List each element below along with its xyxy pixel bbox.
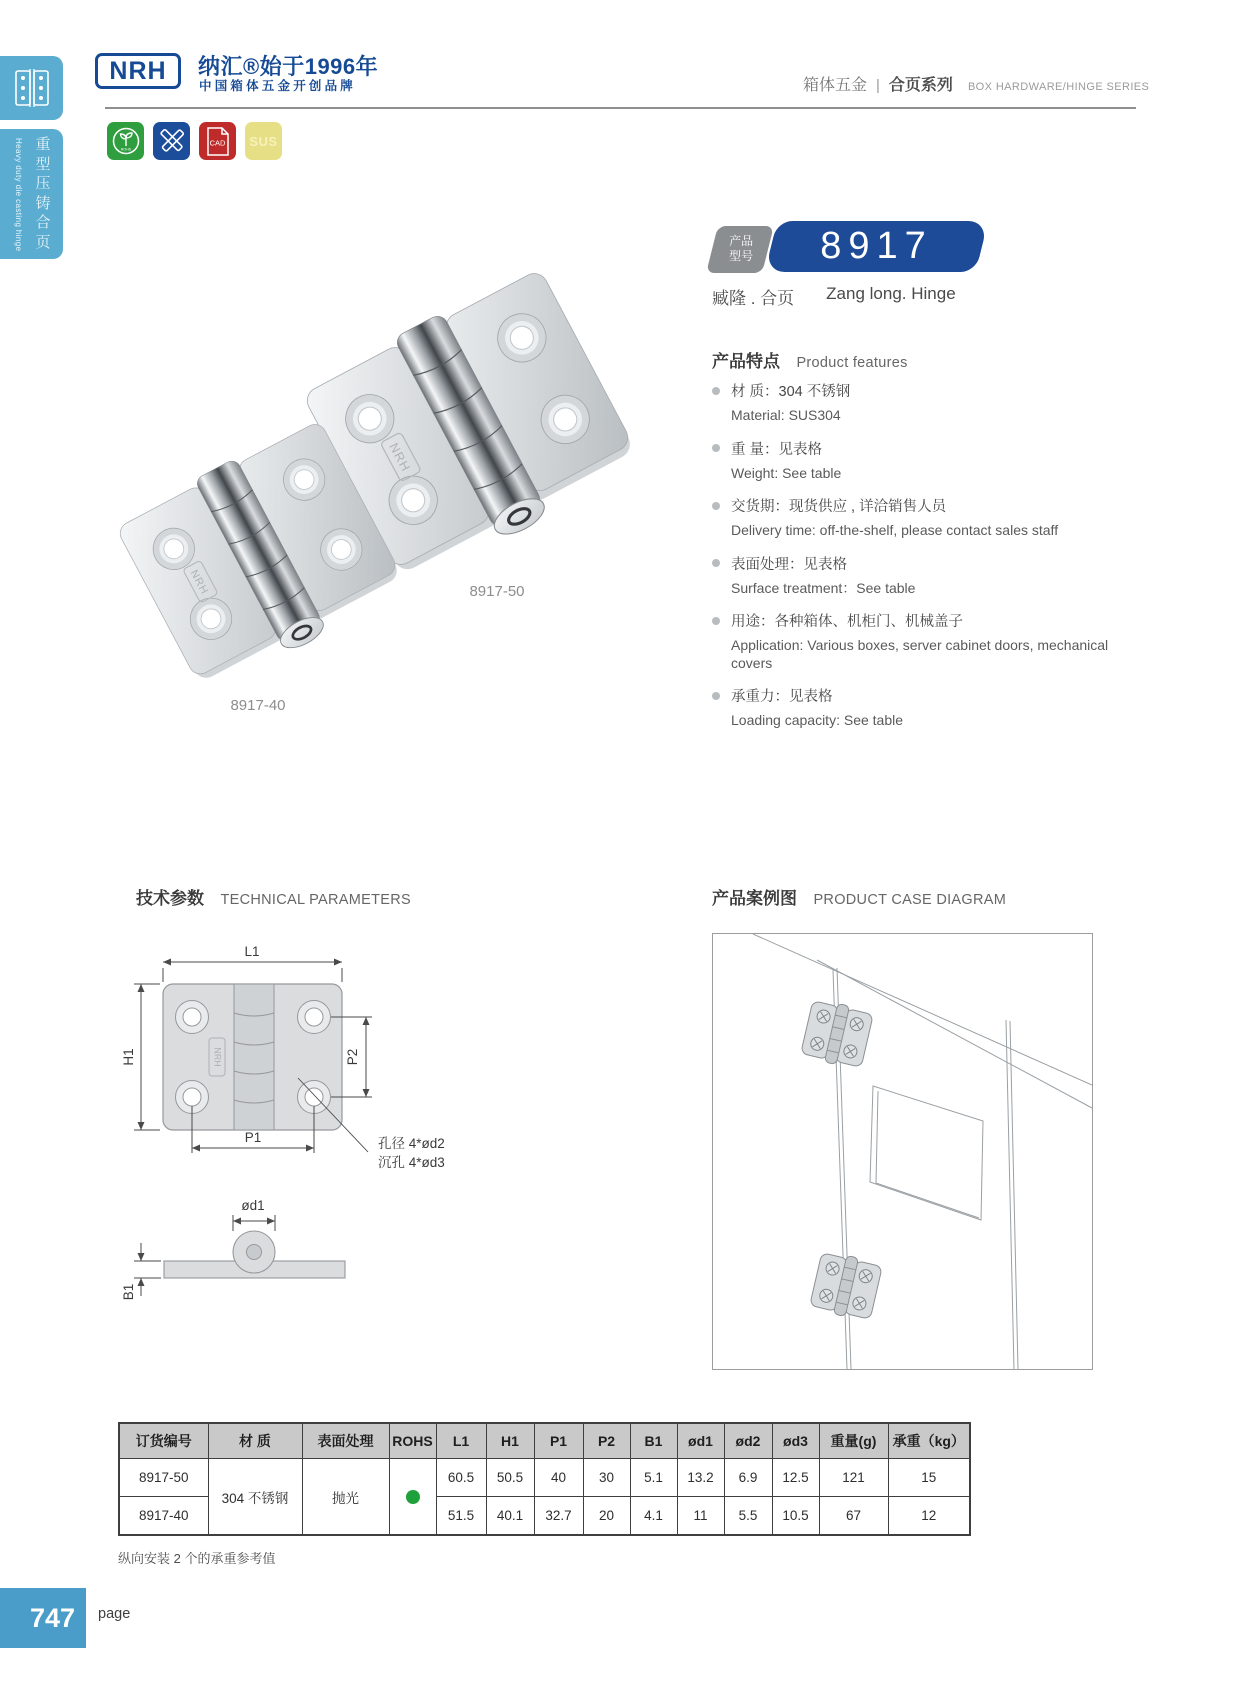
cell-h1: 50.5	[486, 1459, 534, 1497]
technical-title	[136, 884, 411, 909]
feature-zh: 交货期：现货供应 , 详洽销售人员	[731, 499, 947, 515]
model-number: 8917	[820, 225, 933, 267]
cad-document-icon	[204, 126, 232, 157]
product-name-zh: 臧隆 . 合页	[712, 289, 795, 308]
page-label: page	[98, 1606, 131, 1622]
feature-zh: 表面处理：见表格	[731, 556, 847, 573]
bullet-icon	[712, 617, 720, 625]
cell-weight: 67	[819, 1497, 888, 1536]
cell-od2: 6.9	[724, 1459, 772, 1497]
cad-file-badge	[199, 122, 236, 160]
col-header: 订货编号	[119, 1423, 208, 1459]
case-title-zh: 产品案例图	[712, 889, 797, 908]
feature-en: Delivery time: off-the-shelf, please contact sales staff	[731, 522, 1059, 538]
sidebar-series-label-zh: 重型压铸合页	[35, 136, 51, 251]
svg-text:P1: P1	[244, 1130, 262, 1145]
col-header: L1	[436, 1423, 486, 1459]
col-header: P1	[534, 1423, 583, 1459]
cell-p2: 20	[583, 1497, 630, 1536]
series-separator: |	[876, 77, 880, 94]
svg-text:NRH: NRH	[212, 1047, 223, 1067]
cell-p1: 32.7	[534, 1497, 583, 1536]
cell-od3: 12.5	[772, 1459, 819, 1497]
sus-badge	[245, 122, 282, 160]
svg-text:P2: P2	[345, 1048, 360, 1066]
header-divider	[105, 107, 1136, 109]
photo-label-small: 8917-40	[230, 697, 286, 714]
case-hinge-bottom	[809, 1250, 883, 1322]
feature-en: Material: SUS304	[731, 407, 841, 423]
feature-zh: 重 量：见表格	[731, 441, 823, 458]
feature-item	[712, 553, 1122, 598]
design-tools-badge	[153, 122, 190, 160]
cell-load: 15	[888, 1459, 970, 1497]
features-title	[712, 347, 908, 372]
svg-text:孔径 4*ød2: 孔径 4*ød2	[378, 1136, 445, 1151]
cell-b1: 4.1	[630, 1497, 677, 1536]
cell-rohs	[389, 1459, 436, 1536]
product-name-en: Zang long. Hinge	[826, 284, 956, 303]
col-header: ød2	[724, 1423, 772, 1459]
cell-order-no: 8917-50	[119, 1459, 208, 1497]
col-header: ød1	[677, 1423, 724, 1459]
rohs-badge	[107, 122, 144, 160]
brand-slogan-line2: 中国箱体五金开创品牌	[199, 79, 357, 93]
cell-h1: 40.1	[486, 1497, 534, 1536]
cell-od1: 11	[677, 1497, 724, 1536]
photo-label-large: 8917-50	[469, 583, 525, 600]
col-header: 承重（kg）	[888, 1423, 970, 1459]
cell-surface: 抛光	[302, 1459, 389, 1536]
cell-material: 304 不锈钢	[208, 1459, 302, 1536]
col-header: P2	[583, 1423, 630, 1459]
feature-item	[712, 380, 1122, 425]
bullet-icon	[712, 692, 720, 700]
cell-b1: 5.1	[630, 1459, 677, 1497]
rohs-pass-dot	[406, 1490, 420, 1504]
model-label-line1: 产品	[729, 234, 754, 248]
cell-l1: 51.5	[436, 1497, 486, 1536]
svg-text:ød1: ød1	[241, 1198, 265, 1213]
table-header-row	[119, 1423, 970, 1459]
series-name: 合页系列	[888, 77, 953, 94]
cell-od2: 5.5	[724, 1497, 772, 1536]
model-number-badge	[765, 221, 989, 272]
cell-weight: 121	[819, 1459, 888, 1497]
bullet-icon	[712, 502, 720, 510]
svg-text:CAD: CAD	[209, 138, 225, 147]
sidebar-category-tab	[0, 56, 63, 120]
case-hinge-top	[800, 998, 874, 1070]
product-name	[712, 284, 956, 309]
feature-en: Loading capacity: See table	[731, 712, 904, 728]
features-list	[712, 380, 1122, 743]
page-number-box: 747	[0, 1588, 86, 1648]
feature-zh: 材 质：304 不锈钢	[731, 384, 851, 400]
cell-p1: 40	[534, 1459, 583, 1497]
case-diagram-title	[712, 884, 1006, 909]
feature-item	[712, 495, 1122, 540]
svg-text:L1: L1	[244, 944, 260, 959]
cell-od1: 13.2	[677, 1459, 724, 1497]
sidebar-series-tab	[0, 129, 63, 259]
feature-item	[712, 685, 1122, 730]
spec-table	[118, 1422, 971, 1536]
series-name-en: BOX HARDWARE/HINGE SERIES	[967, 81, 1150, 93]
technical-drawing	[110, 935, 580, 1315]
feature-en: Application: Various boxes, server cabinet doors, mechanical covers	[731, 637, 1109, 671]
series-breadcrumb	[803, 72, 1149, 95]
ruler-pencil-icon	[157, 126, 187, 156]
case-diagram	[712, 933, 1093, 1370]
col-header: B1	[630, 1423, 677, 1459]
svg-text:H1: H1	[121, 1048, 136, 1066]
features-title-zh: 产品特点	[712, 352, 780, 371]
cell-od3: 10.5	[772, 1497, 819, 1536]
series-category: 箱体五金	[803, 77, 868, 94]
model-label-badge	[706, 226, 774, 273]
features-title-en: Product features	[796, 355, 908, 371]
feature-item	[712, 610, 1122, 672]
nrh-logo: NRH	[95, 53, 181, 89]
bullet-icon	[712, 444, 720, 452]
sus-label: SUS	[249, 133, 278, 149]
table-note: 纵向安装 2 个的承重参考值	[118, 1551, 276, 1566]
bullet-icon	[712, 559, 720, 567]
model-label-line2: 型号	[729, 249, 754, 263]
feature-en: Weight: See table	[731, 464, 842, 481]
col-header: 重量(g)	[819, 1423, 888, 1459]
technical-title-zh: 技术参数	[136, 889, 204, 908]
col-header: ROHS	[389, 1423, 436, 1459]
feature-zh: 承重力：见表格	[731, 689, 833, 705]
case-title-en: PRODUCT CASE DIAGRAM	[813, 892, 1007, 908]
cell-l1: 60.5	[436, 1459, 486, 1497]
svg-text:ROHS: ROHS	[120, 147, 131, 151]
cell-order-no: 8917-40	[119, 1497, 208, 1536]
cell-p2: 30	[583, 1459, 630, 1497]
feature-en: Surface treatment：See table	[731, 579, 916, 596]
feature-zh: 用途：各种箱体、机柜门、机械盖子	[731, 614, 963, 630]
col-header: H1	[486, 1423, 534, 1459]
certification-badges	[107, 122, 282, 160]
case-diagram-drawing	[713, 934, 1092, 1369]
product-photo: NRH	[100, 255, 660, 695]
col-header: ød3	[772, 1423, 819, 1459]
sidebar-series-label-en: Heavy duty die casting hinge	[14, 138, 23, 252]
svg-text:B1: B1	[121, 1283, 136, 1301]
col-header: 表面处理	[302, 1423, 389, 1459]
bullet-icon	[712, 387, 720, 395]
svg-text:沉孔 4*ød3: 沉孔 4*ød3	[378, 1155, 445, 1170]
table-row	[119, 1459, 970, 1497]
cell-load: 12	[888, 1497, 970, 1536]
col-header: 材 质	[208, 1423, 302, 1459]
hinge-icon	[14, 68, 50, 108]
technical-title-en: TECHNICAL PARAMETERS	[220, 892, 411, 908]
brand-slogan-line1: 纳汇®始于1996年	[198, 54, 379, 79]
feature-item	[712, 438, 1122, 483]
rohs-leaf-icon	[111, 126, 141, 157]
